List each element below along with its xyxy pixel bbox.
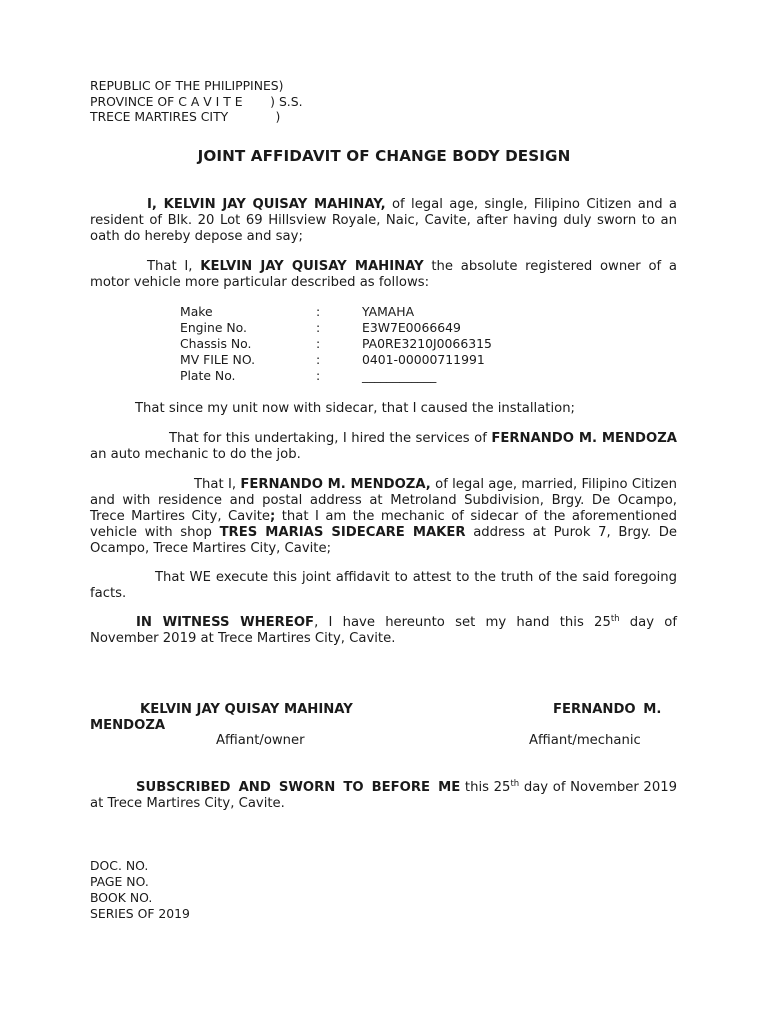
- vehicle-separator: :: [316, 336, 321, 351]
- venue-line-republic: REPUBLIC OF THE PHILIPPINES): [90, 78, 284, 93]
- document-title: JOINT AFFIDAVIT OF CHANGE BODY DESIGN: [197, 147, 571, 165]
- vehicle-label: Chassis No.: [180, 336, 252, 351]
- signature-mechanic-name-line2: MENDOZA: [90, 718, 166, 733]
- paragraph-text: that I am the mechanic of sidecar of the aforementioned vehicle with shop: [90, 509, 677, 540]
- signature-owner-role: Affiant/owner: [216, 733, 305, 748]
- vehicle-separator: :: [316, 304, 321, 319]
- paragraph-text: That I,: [147, 259, 201, 274]
- paragraph-mechanic-statement: [90, 477, 677, 557]
- ordinal-suffix: th: [610, 614, 620, 624]
- mechanic-name: FERNANDO M. MENDOZA,: [240, 477, 431, 492]
- shop-name: TRES MARIAS SIDECARE MAKER: [219, 525, 466, 540]
- series-label: SERIES OF 2019: [90, 906, 190, 921]
- paragraph-text: , I have hereunto set my hand this 25: [314, 615, 611, 630]
- affiant-name: I, KELVIN JAY QUISAY MAHINAY,: [147, 197, 386, 212]
- paragraph-hired-mechanic: [90, 431, 677, 463]
- semicolon: ;: [270, 509, 276, 524]
- vehicle-value: 0401-00000711991: [362, 352, 485, 367]
- signature-owner-name: KELVIN JAY QUISAY MAHINAY: [140, 702, 353, 717]
- paragraph-text: address at Purok 7, Brgy. De Ocampo, Trece Martires City, Cavite;: [90, 525, 677, 556]
- jurat-heading: SUBSCRIBED AND SWORN TO BEFORE ME: [136, 780, 461, 795]
- owner-name: KELVIN JAY QUISAY MAHINAY: [200, 259, 424, 274]
- notarial-register-block: [90, 858, 190, 922]
- vehicle-value: YAMAHA: [362, 304, 415, 319]
- vehicle-separator: :: [316, 368, 321, 383]
- venue-block: [90, 78, 303, 125]
- vehicle-separator: :: [316, 352, 321, 367]
- book-no-label: BOOK NO.: [90, 890, 153, 905]
- paragraph-text: an auto mechanic to do the job.: [90, 447, 301, 462]
- page-no-label: PAGE NO.: [90, 874, 149, 889]
- vehicle-value: PA0RE3210J0066315: [362, 336, 492, 351]
- witness-heading: IN WITNESS WHEREOF: [136, 615, 315, 630]
- paragraph-text: this 25: [460, 780, 511, 795]
- paragraph-witness: [90, 615, 677, 647]
- vehicle-label: Make: [180, 304, 213, 319]
- doc-no-label: DOC. NO.: [90, 858, 149, 873]
- paragraph-text: of legal age, single, Filipino Citizen and a resident of Blk. 20 Lot 69 Hillsview Royale, Naic, Cavite, after having duly sworn to an oath do hereby depose and say;: [90, 197, 677, 244]
- vehicle-label: Engine No.: [180, 320, 247, 335]
- paragraph-text: the absolute registered owner of a motor vehicle more particular described as follows:: [90, 259, 677, 290]
- vehicle-label: MV FILE NO.: [180, 352, 256, 367]
- paragraph-text: That I,: [194, 477, 241, 492]
- venue-line-province: PROVINCE OF C A V I T E ) S.S.: [90, 93, 303, 109]
- signature-mechanic-role: Affiant/mechanic: [529, 733, 641, 748]
- paragraph-joint-affidavit: That WE execute this joint affidavit to attest to the truth of the said foregoing facts.: [90, 570, 677, 601]
- signature-mechanic-name-line1: FERNANDO M.: [553, 702, 662, 717]
- paragraph-sidecar: That since my unit now with sidecar, that I caused the installation;: [135, 401, 576, 416]
- ordinal-suffix: th: [510, 779, 520, 789]
- paragraph-text: day of November 2019 at Trece Martires City, Cavite.: [90, 780, 677, 811]
- paragraph-text: of legal age, married, Filipino Citizen and with residence and postal address at Metroland Subdivision, Brgy. De Ocampo, Trece Martires City, Cavite: [90, 477, 677, 524]
- vehicle-value: E3W7E0066649: [362, 320, 461, 335]
- vehicle-label: Plate No.: [180, 368, 236, 383]
- venue-line-city: TRECE MARTIRES CITY ): [90, 109, 281, 124]
- paragraph-ownership: [90, 259, 677, 291]
- vehicle-separator: :: [316, 320, 321, 335]
- vehicle-value: ____________: [362, 368, 437, 383]
- paragraph-text: That for this undertaking, I hired the services of: [169, 431, 492, 446]
- mechanic-name: FERNANDO M. MENDOZA: [491, 431, 677, 446]
- paragraph-text: day of November 2019 at Trece Martires City, Cavite.: [90, 615, 678, 646]
- paragraph-affiant-intro: [90, 197, 677, 245]
- paragraph-jurat: [90, 780, 677, 812]
